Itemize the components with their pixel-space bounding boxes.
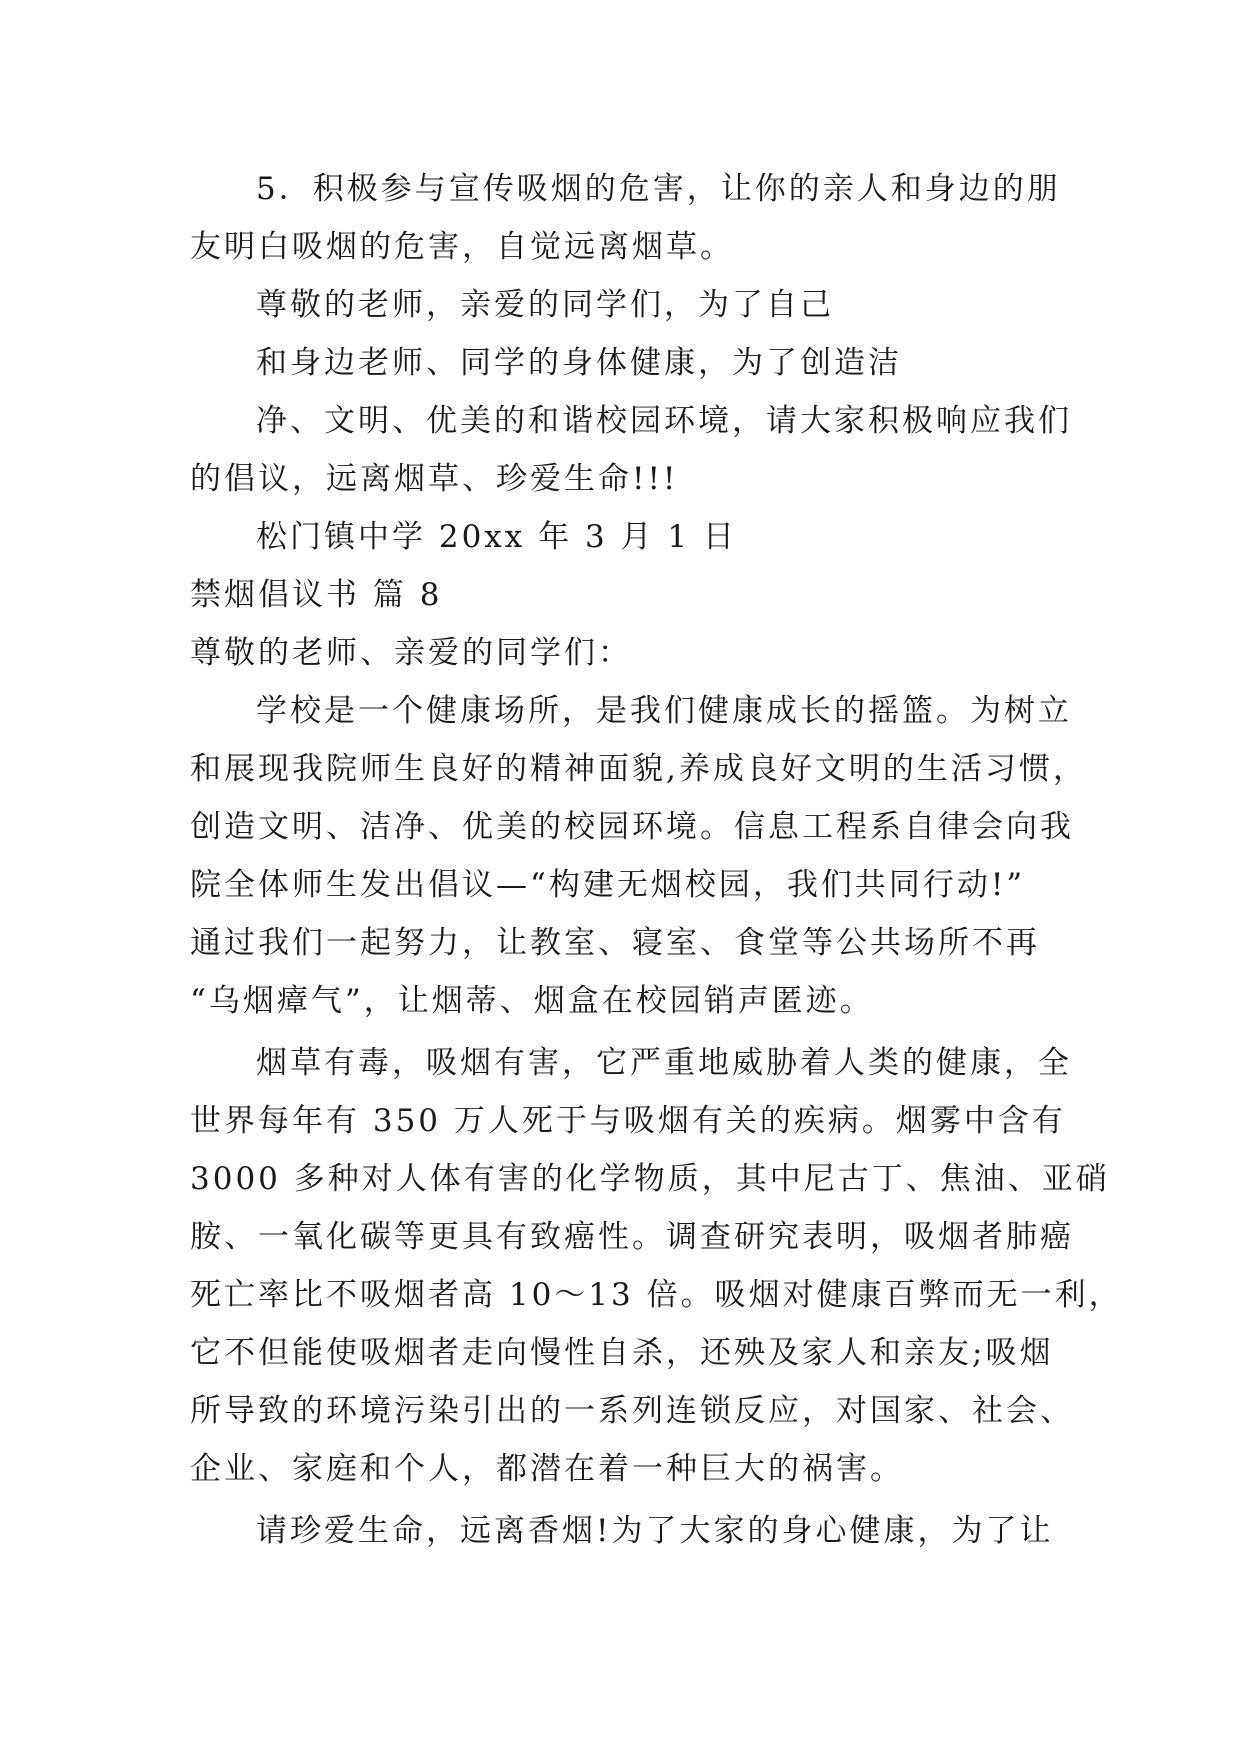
paragraph-line: 和身边老师、同学的身体健康，为了创造洁 — [256, 345, 902, 381]
section-title: 禁烟倡议书 篇 8 — [190, 577, 443, 613]
salutation: 尊敬的老师、亲爱的同学们： — [190, 635, 632, 671]
paragraph-line: 烟草有毒，吸烟有害，它严重地威胁着人类的健康，全 — [256, 1045, 1072, 1081]
paragraph-line: 请珍爱生命，远离香烟!为了大家的身心健康，为了让 — [256, 1513, 1054, 1549]
paragraph-line: 3000 多种对人体有害的化学物质，其中尼古丁、焦油、亚硝 — [190, 1161, 1110, 1197]
paragraph-line: 的倡议，远离烟草、珍爱生命!!! — [190, 461, 679, 497]
paragraph-line: 所导致的环境污染引出的一系列连锁反应，对国家、社会、 — [190, 1393, 1074, 1429]
paragraph-line: 学校是一个健康场所，是我们健康成长的摇篮。为树立 — [256, 693, 1072, 729]
paragraph-line: 胺、一氧化碳等更具有致癌性。调查研究表明，吸烟者肺癌 — [190, 1219, 1074, 1255]
signature-line: 松门镇中学 20xx 年 3 月 1 日 — [256, 519, 737, 555]
paragraph-line: 院全体师生发出倡议—“构建无烟校园，我们共同行动!” — [190, 867, 1026, 903]
paragraph-line: 尊敬的老师，亲爱的同学们，为了自己 — [256, 287, 834, 323]
paragraph-line: 它不但能使吸烟者走向慢性自杀，还殃及家人和亲友;吸烟 — [190, 1335, 1054, 1371]
paragraph-line: 净、文明、优美的和谐校园环境，请大家积极响应我们 — [256, 403, 1072, 439]
paragraph-line: “乌烟瘴气”，让烟蒂、烟盒在校园销声匿迹。 — [190, 983, 874, 1019]
paragraph-line: 友明白吸烟的危害，自觉远离烟草。 — [190, 229, 734, 265]
paragraph-line: 通过我们一起努力，让教室、寝室、食堂等公共场所不再 — [190, 925, 1040, 961]
paragraph-line: 5．积极参与宣传吸烟的危害，让你的亲人和身边的朋 — [256, 171, 1061, 207]
paragraph-line: 创造文明、洁净、优美的校园环境。信息工程系自律会向我 — [190, 809, 1074, 845]
paragraph-line: 死亡率比不吸烟者高 10～13 倍。吸烟对健康百弊而无一利， — [190, 1277, 1123, 1313]
paragraph-line: 企业、家庭和个人，都潜在着一种巨大的祸害。 — [190, 1451, 904, 1487]
paragraph-line: 世界每年有 350 万人死于与吸烟有关的疾病。烟雾中含有 — [190, 1103, 1066, 1139]
document-body — [190, 160, 1123, 1560]
paragraph-line: 和展现我院师生良好的精神面貌,养成良好文明的生活习惯， — [190, 751, 1087, 787]
